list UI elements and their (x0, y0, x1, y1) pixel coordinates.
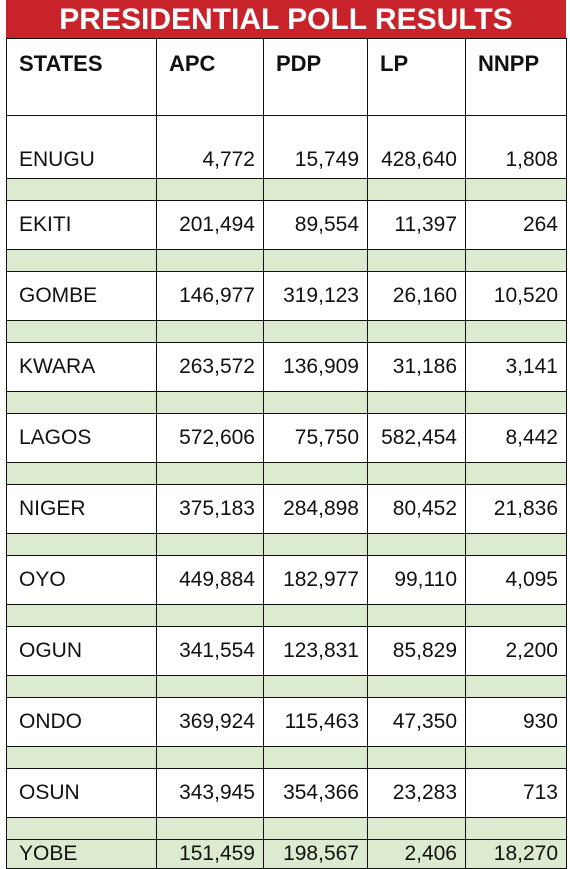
spacer-cell (264, 676, 368, 698)
spacer-cell (368, 818, 466, 840)
spacer-cell (7, 534, 157, 556)
cell-state: ONDO (7, 698, 157, 747)
spacer-cell (7, 605, 157, 627)
spacer-cell (157, 321, 264, 343)
spacer-cell (157, 747, 264, 769)
spacer-cell (264, 250, 368, 272)
cell-lp: 2,406 (368, 840, 466, 869)
cell-apc: 151,459 (157, 840, 264, 869)
spacer-cell (264, 747, 368, 769)
cell-state: OSUN (7, 769, 157, 818)
spacer-cell (264, 392, 368, 414)
spacer-cell (157, 818, 264, 840)
spacer-cell (368, 321, 466, 343)
cell-nnpp: 2,200 (466, 627, 567, 676)
spacer-cell (7, 250, 157, 272)
cell-apc: 572,606 (157, 414, 264, 463)
cell-nnpp: 21,836 (466, 485, 567, 534)
cell-apc: 341,554 (157, 627, 264, 676)
spacer-row (7, 250, 567, 272)
spacer-cell (466, 605, 567, 627)
spacer-cell (7, 818, 157, 840)
cell-pdp: 115,463 (264, 698, 368, 747)
spacer-cell (466, 534, 567, 556)
cell-lp: 11,397 (368, 201, 466, 250)
cell-lp: 99,110 (368, 556, 466, 605)
table-row (7, 201, 567, 250)
table-row (7, 698, 567, 747)
header-pdp: PDP (264, 39, 368, 116)
spacer-row (7, 605, 567, 627)
cell-state: KWARA (7, 343, 157, 392)
spacer-cell (368, 747, 466, 769)
cell-lp: 23,283 (368, 769, 466, 818)
cell-pdp: 354,366 (264, 769, 368, 818)
cell-state: NIGER (7, 485, 157, 534)
cell-apc: 146,977 (157, 272, 264, 321)
spacer-cell (466, 250, 567, 272)
table-row (7, 556, 567, 605)
cell-nnpp: 930 (466, 698, 567, 747)
spacer-cell (466, 392, 567, 414)
cell-nnpp: 10,520 (466, 272, 567, 321)
cell-pdp: 319,123 (264, 272, 368, 321)
cell-state: GOMBE (7, 272, 157, 321)
spacer-cell (368, 463, 466, 485)
spacer-cell (157, 534, 264, 556)
cell-apc: 263,572 (157, 343, 264, 392)
table-row (7, 343, 567, 392)
spacer-cell (466, 321, 567, 343)
cell-state: OYO (7, 556, 157, 605)
table-row (7, 769, 567, 818)
spacer-cell (466, 818, 567, 840)
cell-apc: 449,884 (157, 556, 264, 605)
spacer-cell (7, 392, 157, 414)
cell-pdp: 123,831 (264, 627, 368, 676)
spacer-cell (7, 747, 157, 769)
spacer-row (7, 534, 567, 556)
cell-apc: 201,494 (157, 201, 264, 250)
table-row (7, 485, 567, 534)
cell-lp: 582,454 (368, 414, 466, 463)
cell-state: OGUN (7, 627, 157, 676)
spacer-row (7, 392, 567, 414)
cell-lp: 31,186 (368, 343, 466, 392)
spacer-row (7, 463, 567, 485)
spacer-cell (466, 179, 567, 201)
spacer-cell (466, 676, 567, 698)
cell-pdp: 15,749 (264, 116, 368, 179)
header-states: STATES (7, 39, 157, 116)
spacer-cell (368, 250, 466, 272)
spacer-cell (368, 676, 466, 698)
table-row (7, 627, 567, 676)
spacer-cell (368, 605, 466, 627)
spacer-cell (7, 463, 157, 485)
cell-pdp: 182,977 (264, 556, 368, 605)
cell-pdp: 89,554 (264, 201, 368, 250)
results-table (6, 38, 567, 869)
cell-state: YOBE (7, 840, 157, 869)
cell-nnpp: 713 (466, 769, 567, 818)
header-row (7, 39, 567, 116)
spacer-cell (7, 179, 157, 201)
header-nnpp: NNPP (466, 39, 567, 116)
spacer-cell (466, 747, 567, 769)
cell-nnpp: 4,095 (466, 556, 567, 605)
table-title: PRESIDENTIAL POLL RESULTS (6, 0, 566, 38)
cell-lp: 47,350 (368, 698, 466, 747)
spacer-cell (157, 605, 264, 627)
spacer-cell (7, 321, 157, 343)
spacer-row (7, 747, 567, 769)
spacer-cell (368, 534, 466, 556)
spacer-cell (368, 392, 466, 414)
results-body (7, 116, 567, 869)
table-row (7, 116, 567, 179)
cell-lp: 80,452 (368, 485, 466, 534)
table-row (7, 414, 567, 463)
cell-state: EKITI (7, 201, 157, 250)
cell-state: ENUGU (7, 116, 157, 179)
spacer-cell (157, 676, 264, 698)
spacer-cell (368, 179, 466, 201)
header-lp: LP (368, 39, 466, 116)
cell-pdp: 136,909 (264, 343, 368, 392)
spacer-cell (264, 605, 368, 627)
cell-pdp: 198,567 (264, 840, 368, 869)
spacer-cell (264, 321, 368, 343)
spacer-cell (466, 463, 567, 485)
spacer-row (7, 321, 567, 343)
spacer-cell (264, 818, 368, 840)
cell-nnpp: 8,442 (466, 414, 567, 463)
cell-pdp: 75,750 (264, 414, 368, 463)
spacer-row (7, 179, 567, 201)
header-apc: APC (157, 39, 264, 116)
cell-apc: 4,772 (157, 116, 264, 179)
cell-lp: 26,160 (368, 272, 466, 321)
cell-nnpp: 264 (466, 201, 567, 250)
spacer-cell (264, 463, 368, 485)
cell-nnpp: 3,141 (466, 343, 567, 392)
spacer-cell (157, 392, 264, 414)
table-row (7, 272, 567, 321)
cell-lp: 85,829 (368, 627, 466, 676)
spacer-row (7, 818, 567, 840)
cell-nnpp: 1,808 (466, 116, 567, 179)
cell-pdp: 284,898 (264, 485, 368, 534)
cell-state: LAGOS (7, 414, 157, 463)
spacer-cell (157, 250, 264, 272)
spacer-row (7, 676, 567, 698)
cell-apc: 343,945 (157, 769, 264, 818)
spacer-cell (264, 179, 368, 201)
cell-lp: 428,640 (368, 116, 466, 179)
table-row (7, 840, 567, 869)
spacer-cell (264, 534, 368, 556)
cell-apc: 375,183 (157, 485, 264, 534)
spacer-cell (157, 463, 264, 485)
cell-nnpp: 18,270 (466, 840, 567, 869)
spacer-cell (157, 179, 264, 201)
spacer-cell (7, 676, 157, 698)
cell-apc: 369,924 (157, 698, 264, 747)
